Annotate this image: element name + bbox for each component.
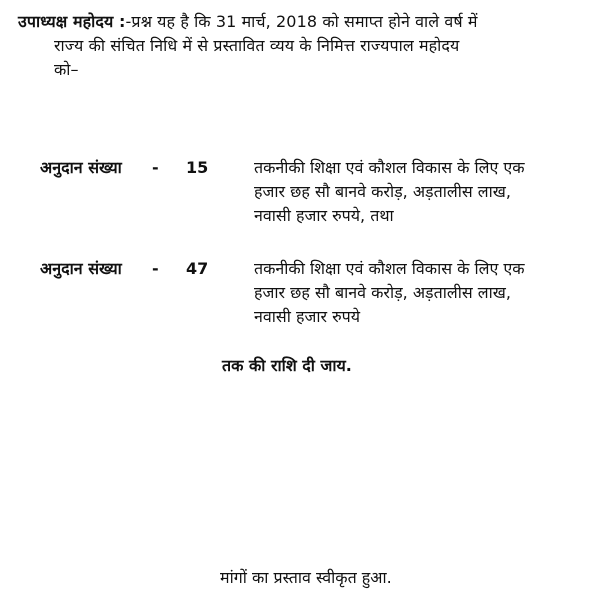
grant-description bbox=[254, 257, 594, 329]
grant-dash: - bbox=[152, 259, 159, 278]
grant-description-line: तकनीकी शिक्षा एवं कौशल विकास के लिए एक bbox=[254, 259, 525, 278]
intro-line-3: को– bbox=[54, 60, 79, 79]
intro-line-2: राज्य की संचित निधि में से प्रस्तावित व्यय के निमित्त राज्यपाल महोदय bbox=[54, 36, 460, 55]
grant-description-line: नवासी हजार रुपये bbox=[254, 307, 361, 326]
intro-line-1 bbox=[18, 10, 586, 34]
result-text: मांगों का प्रस्ताव स्वीकृत हुआ. bbox=[220, 568, 392, 587]
intro-paragraph bbox=[18, 10, 586, 82]
question-text: -प्रश्न यह है कि 31 मार्च, 2018 को समाप्त होने वाले वर्ष में bbox=[125, 12, 478, 31]
grant-number: 47 bbox=[186, 259, 209, 278]
grant-label: अनुदान संख्या bbox=[40, 158, 122, 177]
speaker-name: उपाध्यक्ष महोदय : bbox=[18, 12, 126, 31]
grant-label: अनुदान संख्या bbox=[40, 259, 122, 278]
grant-description-line: हजार छह सौ बानवे करोड़, अड़तालीस लाख, bbox=[254, 283, 511, 302]
grant-description-line: हजार छह सौ बानवे करोड़, अड़तालीस लाख, bbox=[254, 182, 511, 201]
conclusion-text: तक की राशि दी जाय. bbox=[222, 356, 352, 375]
grant-description-line: तकनीकी शिक्षा एवं कौशल विकास के लिए एक bbox=[254, 158, 525, 177]
grant-description-line: नवासी हजार रुपये, तथा bbox=[254, 206, 394, 225]
grant-dash: - bbox=[152, 158, 159, 177]
grant-description bbox=[254, 156, 594, 228]
grant-number: 15 bbox=[186, 158, 209, 177]
